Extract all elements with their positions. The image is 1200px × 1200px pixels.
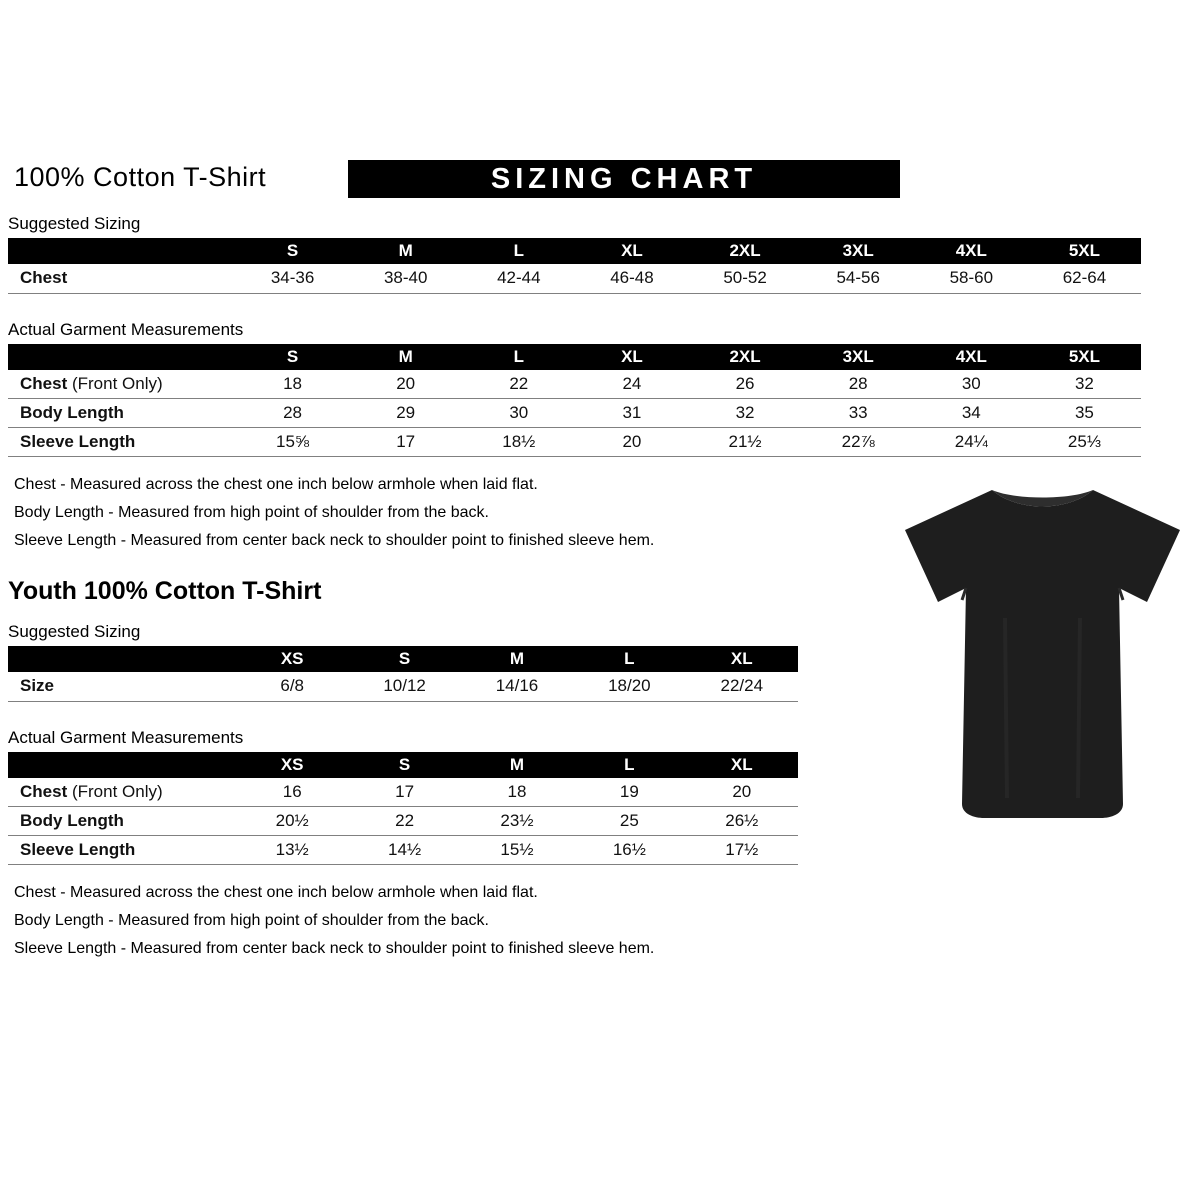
measurement-cell: 34 [915,399,1028,428]
size-header-cell: M [349,238,462,264]
measurement-cell: 14½ [348,836,460,865]
size-header-cell: L [573,752,685,778]
table-row [8,399,1141,428]
measurement-cell: 19 [573,778,685,807]
measurement-cell: 28 [802,370,915,399]
row-label: Chest (Front Only) [8,370,236,399]
measurement-cell: 58-60 [915,264,1028,293]
size-header-cell: S [236,238,349,264]
adult-actual-measurements-table [8,344,1141,458]
size-header-cell: M [349,344,462,370]
row-label: Sleeve Length [8,836,236,865]
row-label: Body Length [8,807,236,836]
size-header-cell: 3XL [802,238,915,264]
adult-actual-measurements-label: Actual Garment Measurements [8,319,244,339]
youth-title: Youth 100% Cotton T-Shirt [8,577,322,605]
size-header-cell: 4XL [915,344,1028,370]
page-title: 100% Cotton T-Shirt [14,162,267,192]
table-row [8,370,1141,399]
measurement-cell: 18 [461,778,573,807]
measurement-cell: 42-44 [462,264,575,293]
note-chest: Chest - Measured across the chest one inch below armhole when laid flat. [14,884,538,901]
measurement-cell: 31 [575,399,688,428]
measurement-cell: 20 [575,428,688,457]
measurement-cell: 18 [236,370,349,399]
table-row [8,778,798,807]
size-header-row [8,646,798,672]
measurement-cell: 20 [686,778,798,807]
size-header-cell: L [573,646,685,672]
row-label: Chest [8,264,236,293]
size-header-row [8,344,1141,370]
measurement-cell: 26 [689,370,802,399]
measurement-cell: 32 [689,399,802,428]
measurement-cell: 17 [349,428,462,457]
size-header-cell: L [462,238,575,264]
measurement-cell: 6/8 [236,672,348,701]
measurement-cell: 22/24 [686,672,798,701]
youth-actual-measurements-label: Actual Garment Measurements [8,727,244,747]
row-label: Body Length [8,399,236,428]
youth-suggested-sizing-table [8,646,798,702]
measurement-cell: 33 [802,399,915,428]
measurement-cell: 50-52 [689,264,802,293]
size-header-row [8,238,1141,264]
measurement-cell: 54-56 [802,264,915,293]
measurement-cell: 46-48 [575,264,688,293]
tshirt-product-image [895,468,1190,836]
measurement-cell: 22⅞ [802,428,915,457]
measurement-cell: 22 [348,807,460,836]
header-corner-cell [8,646,236,672]
measurement-cell: 20½ [236,807,348,836]
size-header-cell: S [348,646,460,672]
table-row [8,836,798,865]
measurement-cell: 22 [462,370,575,399]
size-header-cell: L [462,344,575,370]
note-sleeve-length: Sleeve Length - Measured from center back neck to shoulder point to finished sleeve hem. [14,940,655,957]
size-header-cell: 3XL [802,344,915,370]
size-header-cell: XL [575,238,688,264]
black-tshirt-graphic [895,468,1190,836]
tshirt-body [905,490,1180,818]
measurement-cell: 34-36 [236,264,349,293]
youth-suggested-sizing-label: Suggested Sizing [8,622,141,641]
measurement-cell: 30 [915,370,1028,399]
measurement-cell: 10/12 [348,672,460,701]
size-header-cell: S [348,752,460,778]
youth-notes [14,879,1148,963]
size-header-cell: XL [686,646,798,672]
measurement-cell: 30 [462,399,575,428]
measurement-cell: 21½ [689,428,802,457]
size-header-cell: XL [575,344,688,370]
measurement-cell: 15½ [461,836,573,865]
table-row [8,672,798,701]
adult-suggested-sizing-label: Suggested Sizing [8,214,141,233]
size-header-cell: M [461,752,573,778]
header-corner-cell [8,344,236,370]
measurement-cell: 25 [573,807,685,836]
measurement-cell: 15⅝ [236,428,349,457]
size-header-cell: 5XL [1028,238,1141,264]
measurement-cell: 23½ [461,807,573,836]
note-body-length: Body Length - Measured from high point of shoulder from the back. [14,504,489,521]
measurement-cell: 24¼ [915,428,1028,457]
measurement-cell: 18/20 [573,672,685,701]
row-label: Chest (Front Only) [8,778,236,807]
measurement-cell: 17½ [686,836,798,865]
measurement-cell: 20 [349,370,462,399]
measurement-cell: 26½ [686,807,798,836]
size-header-cell: S [236,344,349,370]
measurement-cell: 16 [236,778,348,807]
measurement-cell: 29 [349,399,462,428]
sizing-chart-banner: SIZING CHART [348,160,900,198]
note-sleeve-length: Sleeve Length - Measured from center back neck to shoulder point to finished sleeve hem. [14,532,655,549]
row-label: Size [8,672,236,701]
header-corner-cell [8,238,236,264]
measurement-cell: 13½ [236,836,348,865]
measurement-cell: 14/16 [461,672,573,701]
measurement-cell: 18½ [462,428,575,457]
row-label: Sleeve Length [8,428,236,457]
table-row [8,264,1141,293]
measurement-cell: 32 [1028,370,1141,399]
header-corner-cell [8,752,236,778]
measurement-cell: 62-64 [1028,264,1141,293]
measurement-cell: 24 [575,370,688,399]
note-body-length: Body Length - Measured from high point of shoulder from the back. [14,912,489,929]
note-chest: Chest - Measured across the chest one inch below armhole when laid flat. [14,476,538,493]
size-header-cell: XS [236,646,348,672]
size-header-cell: M [461,646,573,672]
measurement-cell: 25⅓ [1028,428,1141,457]
size-header-cell: 2XL [689,344,802,370]
table-row [8,807,798,836]
size-header-cell: 2XL [689,238,802,264]
adult-suggested-sizing-table [8,238,1141,294]
measurement-cell: 28 [236,399,349,428]
size-header-cell: XL [686,752,798,778]
measurement-cell: 35 [1028,399,1141,428]
table-row [8,428,1141,457]
page-header [8,160,1148,204]
measurement-cell: 17 [348,778,460,807]
measurement-cell: 16½ [573,836,685,865]
youth-actual-measurements-table [8,752,798,866]
size-header-cell: 5XL [1028,344,1141,370]
measurement-cell: 38-40 [349,264,462,293]
size-header-cell: XS [236,752,348,778]
size-header-cell: 4XL [915,238,1028,264]
size-header-row [8,752,798,778]
